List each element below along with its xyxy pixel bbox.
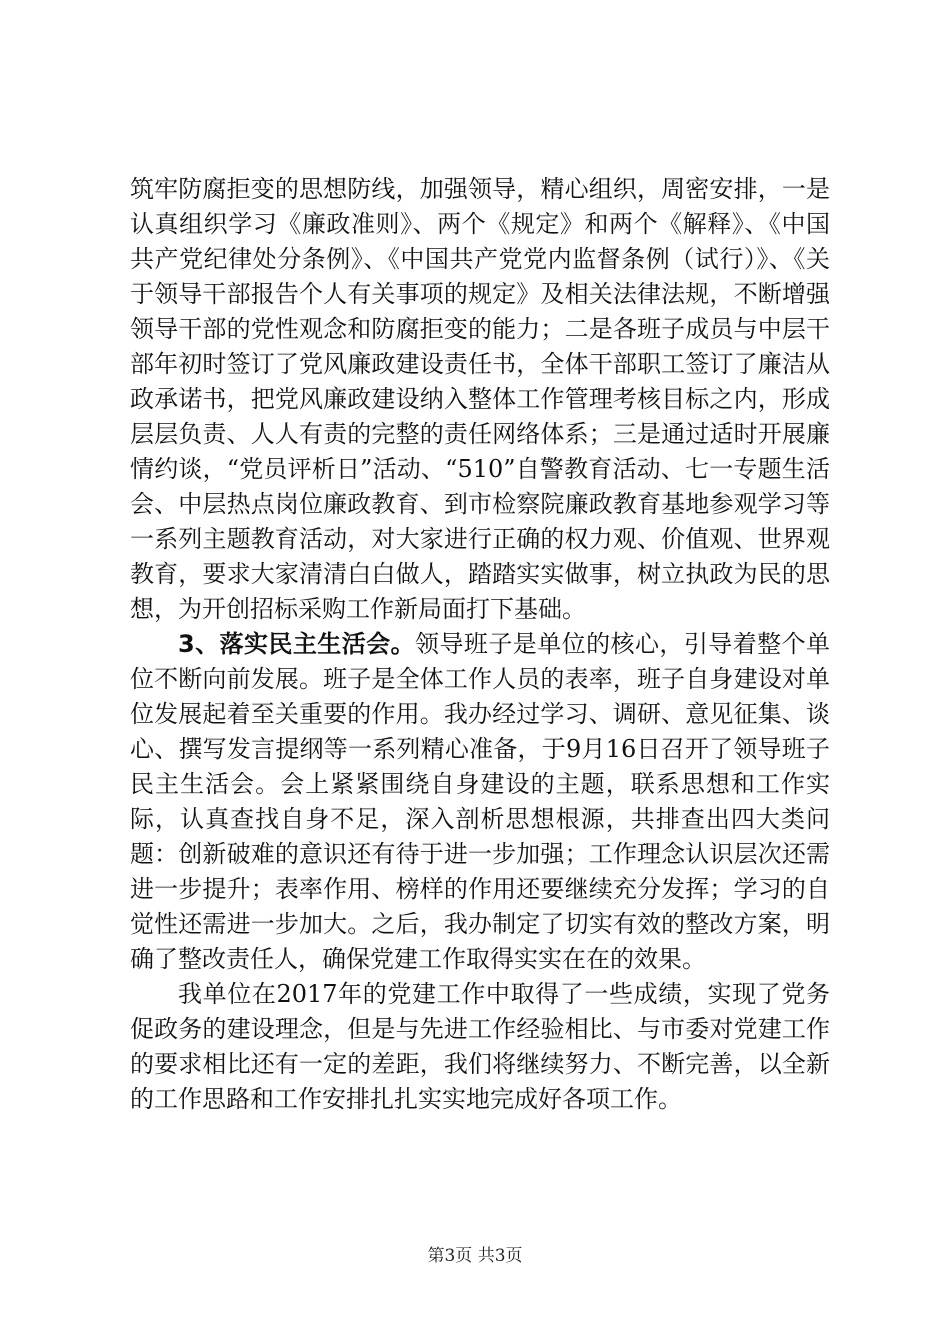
document-body: [130, 172, 830, 1117]
paragraph-2-body: 领导班子是单位的核心，引导着整个单位不断向前发展。班子是全体工作人员的表率，班子自身建设对单位发展起着至关重要的作用。我办经过学习、调研、意见征集、谈心、撰写发言提纲等一系列精心准备，于9月16日召开了领导班子民主生活会。会上紧紧围绕自身建设的主题，联系思想和工作实际，认真查找自身不足，深入剖析思想根源，共排查出四大类问题：创新破难的意识还有待于进一步加强；工作理念认识层次还需进一步提升；表率作用、榜样的作用还要继续充分发挥；学习的自觉性还需进一步加大。之后，我办制定了切实有效的整改方案，明确了整改责任人，确保党建工作取得实实在在的效果。: [130, 630, 830, 973]
paragraph-3: 我单位在2017年的党建工作中取得了一些成绩，实现了党务促政务的建设理念，但是与先进工作经验相比、与市委对党建工作的要求相比还有一定的差距，我们将继续努力、不断完善，以全新的工作思路和工作安排扎扎实实地完成好各项工作。: [130, 980, 830, 1113]
page-number-label: 第3页 共3页: [427, 1246, 523, 1266]
page-footer: [0, 1244, 950, 1268]
paragraph-1: 筑牢防腐拒变的思想防线，加强领导，精心组织，周密安排，一是认真组织学习《廉政准则》、两个《规定》和两个《解释》、《中国共产党纪律处分条例》、《中国共产党党内监督条例（试行）》、《关于领导干部报告个人有关事项的规定》及相关法律法规，不断增强领导干部的党性观念和防腐拒变的能力；二是各班子成员与中层干部年初时签订了党风廉政建设责任书，全体干部职工签订了廉洁从政承诺书，把党风廉政建设纳入整体工作管理考核目标之内，形成层层负责、人人有责的完整的责任网络体系；三是通过适时开展廉情约谈，“党员评析日”活动、“510”自警教育活动、七一专题生活会、中层热点岗位廉政教育、到市检察院廉政教育基地参观学习等一系列主题教育活动，对大家进行正确的权力观、价值观、世界观教育，要求大家清清白白做人，踏踏实实做事，树立执政为民的思想，为开创招标采购工作新局面打下基础。: [130, 175, 830, 623]
paragraph-2: [130, 627, 830, 977]
paragraph-2-heading: 3、落实民主生活会。: [178, 630, 416, 658]
